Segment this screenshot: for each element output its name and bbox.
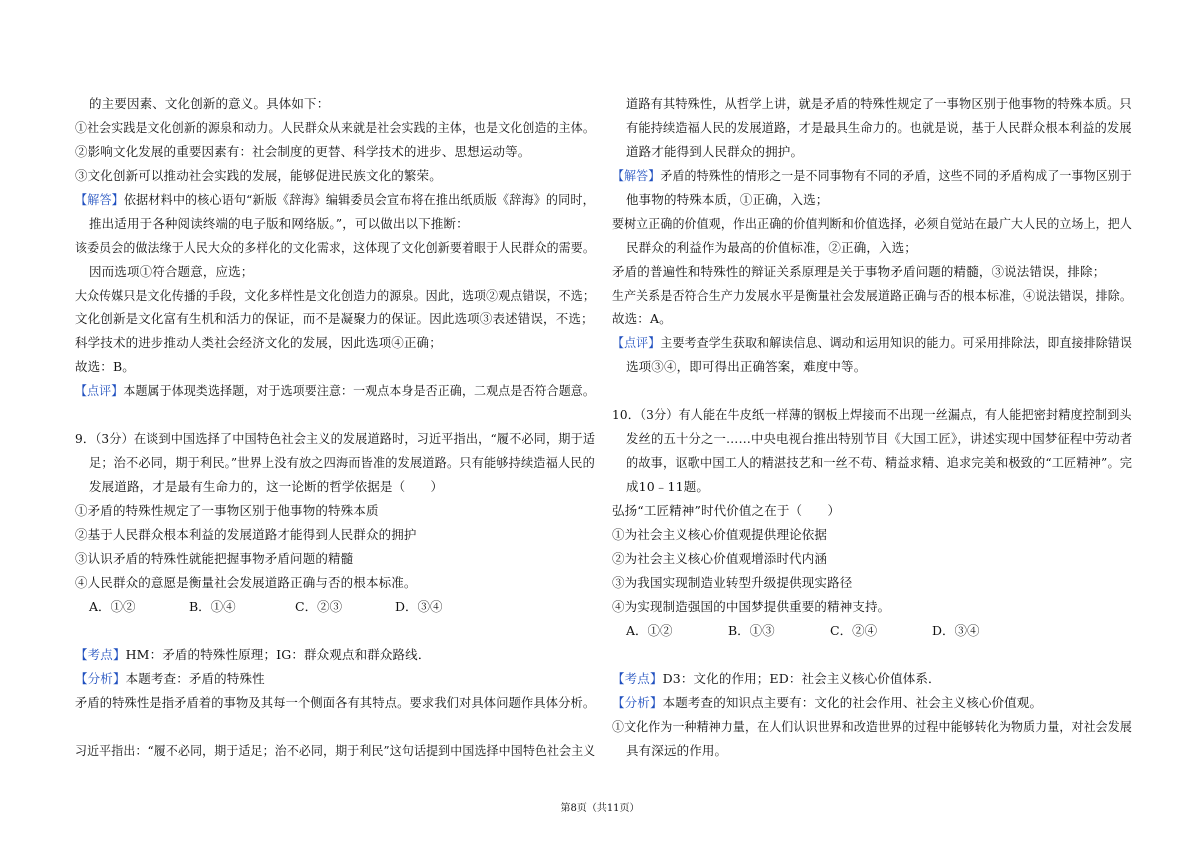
text-line: 矛盾的特殊性是指矛盾着的事物及其每一个侧面各有其特点。要求我们对具体问题作具体分析。 — [75, 695, 596, 710]
choice-b: B．①③ — [728, 623, 775, 638]
choice-b: B．①④ — [189, 599, 236, 614]
text-line: ③文化创新可以推动社会实践的发展，能够促进民族文化的繁荣。 — [75, 168, 442, 183]
page-footer: 第8页（共11页） — [560, 803, 640, 814]
answer-text: 矛盾的特殊性的情形之一是不同事物有不同的矛盾，这些不同的矛盾构成了一事物区别于 — [660, 168, 1132, 183]
fenxi-line — [612, 695, 1042, 711]
question-9-stem: 9．（3分）在谈到中国选择了中国特色社会主义的发展道路时，习近平指出，“履不必同，期于适 — [75, 431, 596, 446]
text-line: ②影响文化发展的重要因素有：社会制度的更替、科学技术的进步、思想运动等。 — [75, 144, 531, 159]
text-line: ①文化作为一种精神力量，在人们认识世界和改造世界的过程中能够转化为物质力量，对社会发展 — [612, 719, 1132, 734]
question-10-stem: 10．（3分）有人能在牛皮纸一样薄的钢板上焊接而不出现一丝漏点，有人能把密封精度控制到头 — [612, 407, 1132, 422]
question-9-stem: 发展道路，才是最有生命力的，这一论断的哲学依据是（ ） — [89, 479, 444, 494]
answer-text: 依据材料中的核心语句“新版《辞海》编辑委员会宣布将在推出纸质版《辞海》的同时， — [123, 192, 595, 207]
choice-c: C．②③ — [295, 599, 343, 614]
question-9-statement: ①矛盾的特殊性规定了一事物区别于他事物的特殊本质 — [75, 503, 379, 518]
comment-line — [612, 335, 1132, 351]
choice-a: A．①② — [626, 623, 673, 638]
text-line: 选项③④，即可得出正确答案，难度中等。 — [626, 359, 867, 374]
text-line: 推出适用于各种阅读终端的电子版和网络版。”，可以做出以下推断： — [89, 216, 469, 231]
question-10-statement: ②为社会主义核心价值观增添时代内涵 — [612, 551, 828, 566]
kaodian-line — [612, 671, 941, 687]
comment-line — [75, 383, 595, 399]
text-line: 习近平指出：“履不必同，期于适足；治不必同，期于利民”这句话提到中国选择中国特色社会主义 — [75, 743, 596, 758]
fenxi-tag: 【分析】 — [612, 695, 663, 710]
question-10-statement: ①为社会主义核心价值观提供理论依据 — [612, 527, 828, 542]
text-line: 矛盾的普遍性和特殊性的辩证关系原理是关于事物矛盾问题的精髓，③说法错误，排除； — [612, 264, 1106, 279]
question-10-statement: ③为我国实现制造业转型升级提供现实路径 — [612, 575, 853, 590]
text-line: 该委员会的做法缘于人民大众的多样化的文化需求，这体现了文化创新要着眼于人民群众的需要。 — [75, 240, 595, 255]
question-9-statement: ②基于人民群众根本利益的发展道路才能得到人民群众的拥护 — [75, 527, 417, 542]
text-line: 他事物的特殊本质，①正确，入选； — [626, 192, 829, 207]
question-9-choices — [89, 599, 443, 615]
text-line: 生产关系是否符合生产力发展水平是衡量社会发展道路正确与否的根本标准，④说法错误，排除。 — [612, 288, 1132, 303]
text-line: 因而选项①符合题意，应选； — [89, 264, 254, 279]
answer-line — [75, 192, 595, 208]
question-10-choices — [626, 623, 980, 639]
fenxi-tag: 【分析】 — [75, 671, 126, 686]
text-line: 道路有其特殊性，从哲学上讲，就是矛盾的特殊性规定了一事物区别于他事物的特殊本质。只 — [626, 96, 1132, 111]
choice-d: D．③④ — [932, 623, 980, 638]
question-10-prompt: 弘扬“工匠精神”时代价值之在于（ ） — [612, 503, 841, 518]
text-line: 故选：B。 — [75, 359, 135, 374]
text-line: 有能持续造福人民的发展道路，才是最具生命力的。也就是说，基于人民群众根本利益的发展 — [626, 120, 1132, 135]
text-line: 大众传媒只是文化传播的手段，文化多样性是文化创造力的源泉。因此，选项②观点错误，不选； — [75, 288, 595, 303]
text-line: 故选：A。 — [612, 311, 672, 326]
text-line: 文化创新是文化富有生机和活力的保证，而不是凝聚力的保证。因此选项③表述错误，不选； — [75, 311, 594, 326]
fenxi-text: 本题考查：矛盾的特殊性 — [125, 671, 265, 686]
comment-tag: 【点评】 — [612, 335, 661, 350]
choice-a: A．①② — [89, 599, 136, 614]
answer-line — [612, 168, 1132, 184]
comment-text: 主要考查学生获取和解读信息、调动和运用知识的能力。可采用排除法，即直接排除错误 — [660, 335, 1132, 350]
text-line: 具有深远的作用。 — [626, 743, 728, 758]
question-9-statement: ③认识矛盾的特殊性就能把握事物矛盾问题的精髓 — [75, 551, 354, 566]
text-line: 要树立正确的价值观，作出正确的价值判断和价值选择，必须自觉站在最广大人民的立场上，把人 — [612, 216, 1132, 231]
question-9-stem: 足；治不必同，期于利民。”世界上没有放之四海而皆准的发展道路。只有能够持续造福人民的 — [89, 455, 595, 470]
question-10-stem: 的故事，讴歌中国工人的精湛技艺和一丝不苟、精益求精、追求完美和极致的“工匠精神”。完 — [626, 455, 1133, 470]
text-line: 道路才能得到人民群众的拥护。 — [626, 144, 804, 159]
question-10-statement: ④为实现制造强国的中国梦提供重要的精神支持。 — [612, 599, 891, 614]
question-10-stem: 发丝的五十分之一……中央电视台推出特别节目《大国工匠》，讲述实现中国梦征程中劳动者 — [626, 431, 1133, 446]
comment-tag: 【点评】 — [75, 383, 124, 398]
question-10-stem: 成10﹣11题。 — [626, 479, 710, 494]
kaodian-text: HM：矛盾的特殊性原理；IG：群众观点和群众路线． — [125, 647, 431, 662]
kaodian-tag: 【考点】 — [612, 671, 663, 686]
question-9-statement: ④人民群众的意愿是衡量社会发展道路正确与否的根本标准。 — [75, 575, 417, 590]
fenxi-line — [75, 671, 265, 687]
text-line: 民群众的利益作为最高的价值标准，②正确，入选； — [626, 240, 917, 255]
answer-tag: 【解答】 — [612, 168, 661, 183]
text-line: ①社会实践是文化创新的源泉和动力。人民群众从来就是社会实践的主体，也是文化创造的主体。 — [75, 120, 595, 135]
answer-tag: 【解答】 — [75, 192, 124, 207]
kaodian-tag: 【考点】 — [75, 647, 126, 662]
kaodian-text: D3：文化的作用；ED：社会主义核心价值体系． — [662, 671, 941, 686]
comment-text: 本题属于体现类选择题，对于选项要注意：一观点本身是否正确，二观点是否符合题意。 — [123, 383, 595, 398]
text-line: 的主要因素、文化创新的意义。具体如下： — [89, 96, 330, 111]
choice-d: D．③④ — [395, 599, 443, 614]
kaodian-line — [75, 647, 430, 663]
fenxi-text: 本题考查的知识点主要有：文化的社会作用、社会主义核心价值观。 — [662, 695, 1043, 710]
choice-c: C．②④ — [830, 623, 878, 638]
text-line: 科学技术的进步推动人类社会经济文化的发展，因此选项④正确； — [75, 335, 442, 350]
